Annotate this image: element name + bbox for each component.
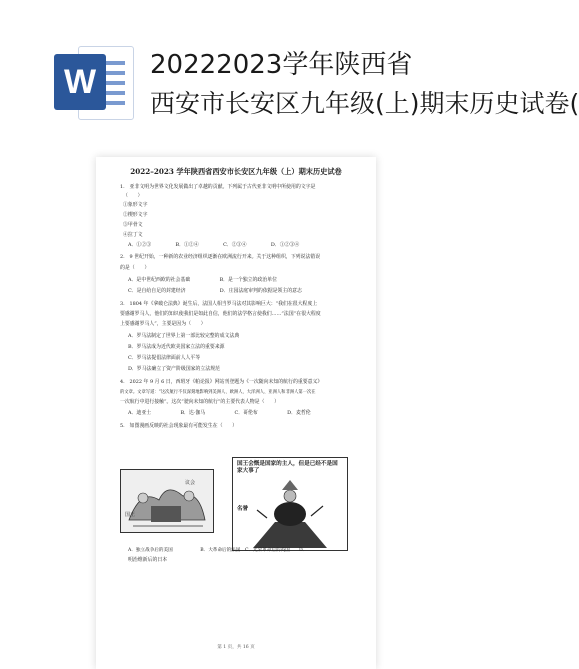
- q5-options: A．独立战争后的美国 B．大革命后的法国 C．光荣革命后的英国 D．: [128, 548, 308, 553]
- q2-stem: 2. 9 世纪开始，一种新的农业经济组织逐渐在欧洲流行开来。关于这种组织，下列说法错误: [120, 254, 321, 260]
- q3-option-b: B．罗马法成为近代欧美国家立法的重要来源: [128, 344, 225, 350]
- q5-option-d: 明治维新后的日本: [128, 557, 168, 563]
- q3-option-c: C．罗马法提倡法律面前人人平等: [128, 355, 201, 361]
- cartoon-image-left: [120, 469, 214, 533]
- q3-stem-3: 上要感谢罗马人”，主要是因为（ ）: [120, 321, 206, 327]
- document-title-line2: 西安市长安区九年级(上)期末历史试卷(: [150, 89, 579, 118]
- q4-options: A．迪亚士 B．达·伽马 C．哥伦布 D．麦哲伦: [128, 410, 311, 416]
- document-title-line1: 20222023学年陕西省: [150, 50, 413, 80]
- cartoon-right-drawing: [233, 458, 347, 550]
- q3-option-a: A．罗马法制定了世界上第一部比较完整的成文法典: [128, 333, 240, 339]
- q5-stem: 5. 如图漫画反映的社会现象最有可能发生在（ ）: [120, 423, 238, 429]
- q2-options-ab: A．是中世纪西欧的社会基础 B．是一个独立的政治单位: [128, 277, 277, 283]
- q1-item-1: ①象形文字: [123, 202, 148, 208]
- page-number: 第 1 页，共 16 页: [217, 645, 255, 650]
- cartoon-tag: 名誉: [237, 506, 249, 512]
- exam-title: 2022–2023 学年陕西省西安市长安区九年级（上）期末历史试卷: [130, 167, 342, 176]
- cartoon-image-right: [232, 457, 348, 551]
- cartoon-label-king: 国王: [125, 512, 136, 518]
- word-logo-letter: W: [54, 54, 106, 110]
- q1-item-2: ②楔形文字: [123, 212, 148, 218]
- q1-stem: 1. 亚非文明为世界文化发展做出了卓越的贡献。下列属于古代亚非文明中所使用的文字是: [120, 184, 316, 190]
- q1-item-3: ③甲骨文: [123, 222, 143, 228]
- q2-stem-cont: 的是（ ）: [120, 265, 150, 271]
- q4-stem: 4. 2022 年 9 月 6 日，西班牙《帕论报》网站刊登题为《一次随向未知的航行的重要意义》: [120, 379, 323, 385]
- cartoon-label-parliament: 议会: [185, 480, 196, 486]
- q4-stem-2: 的文章。文章写道：“这次航行不仅深刻地影响到美洲人、欧洲人、大洋洲人、亚洲人和非洲人第一次在: [120, 390, 316, 395]
- q4-stem-3: 一次航行中进行接触”。这次“驶向未知的航行”的主要代表人物是（ ）: [120, 399, 280, 405]
- word-app-icon: [54, 42, 132, 122]
- q3-stem: 3. 1804 年《拿破仑法典》诞生后，法国人相当罗马法对其影响巨大：“我们在很大程度上: [120, 301, 318, 307]
- q1-stem-bracket: （ ）: [123, 193, 143, 199]
- q1-options: A．①②③ B．①②④ C．②③④ D．①②③④: [128, 242, 300, 248]
- document-page: [96, 157, 376, 669]
- q1-item-4: ④拉丁文: [123, 232, 143, 238]
- q3-stem-2: 要感谢罗马人，他们的知识使我们是如此自信，他们的法学格言使我们……”法国“在很大程度: [120, 311, 321, 317]
- cartoon-caption: 国王会慨是国家的主人，但是已经不是国家大事了: [237, 461, 338, 474]
- q2-options-cd: C．是自给自足的封建经济 D．庄园法庭审判的依据是领主的意志: [128, 288, 302, 294]
- q3-option-d: D．罗马法确立了资产阶级国家的立法规范: [128, 366, 220, 372]
- document-preview-banner: [0, 0, 579, 150]
- cartoon-left-drawing: [121, 470, 213, 532]
